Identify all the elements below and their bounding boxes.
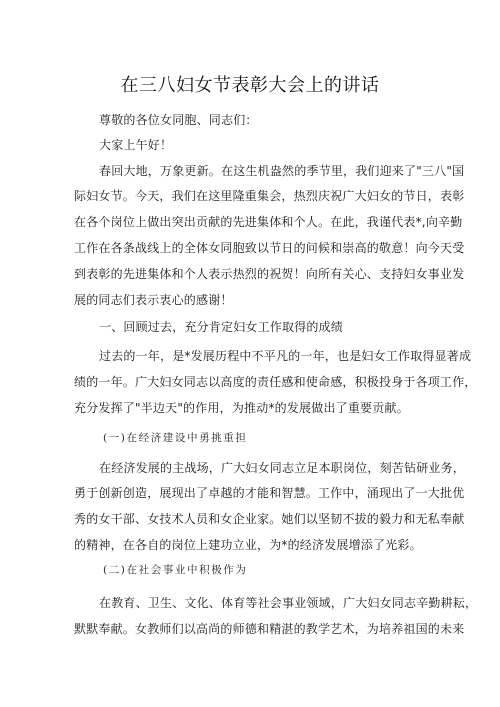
section-line: 绩的一年。广大妇女同志以高度的责任感和使命感，积极投身于各项工作，	[74, 375, 477, 389]
intro-line: 展的同志们表示衷心的感谢！	[74, 293, 233, 307]
subsection-line: 秀的女干部、女技术人员和女企业家。她们以坚韧不拔的毅力和无私奉献	[74, 512, 465, 526]
subsection-heading: (二)在社会事业中积极作为	[103, 564, 248, 576]
subsection-line: 的精神，在各自的岗位上建功立业，为*的经济发展增添了光彩。	[74, 538, 422, 552]
intro-line: 到表彰的先进集体和个人表示热烈的祝贺！向所有关心、支持妇女事业发	[74, 267, 465, 281]
subsection-line: 默默奉献。女教师们以高尚的师德和精湛的教学艺术，为培养祖国的未来	[74, 622, 465, 636]
section-line: 充分发挥了"半边天"的作用，为推动*的发展做出了重要贡献。	[74, 401, 409, 415]
subsection-heading: (一)在经济建设中勇挑重担	[103, 432, 248, 444]
section-line: 过去的一年，是*发展历程中不平凡的一年，也是妇女工作取得显著成	[99, 349, 472, 363]
subsection-line: 在经济发展的主战场，广大妇女同志立足本职岗位，刻苦钻研业务，	[99, 461, 466, 475]
intro-line: 工作在各条战线上的全体女同胞致以节日的问候和崇高的敬意！向今天受	[74, 241, 465, 255]
subsection-line: 勇于创新创造，展现出了卓越的才能和智慧。工作中，涌现出了一大批优	[74, 486, 465, 500]
section-heading: 一、回顾过去，充分肯定妇女工作取得的成绩	[99, 320, 344, 334]
intro-line: 春回大地，万象更新。在这生机盎然的季节里，我们迎来了"三八"国	[99, 164, 465, 178]
greeting: 大家上午好！	[99, 138, 173, 152]
document-title: 在三八妇女节表彰大会上的讲话	[120, 75, 380, 96]
subsection-line: 在教育、卫生、文化、体育等社会事业领域，广大妇女同志辛勤耕耘，	[99, 596, 478, 610]
intro-line: 际妇女节。今天，我们在这里隆重集会，热烈庆祝广大妇女的节日，表彰	[74, 189, 465, 203]
salutation: 尊敬的各位女同胞、同志们：	[99, 113, 258, 127]
intro-line: 在各个岗位上做出突出贡献的先进集体和个人。在此，我谨代表*,向辛勤	[74, 215, 463, 229]
